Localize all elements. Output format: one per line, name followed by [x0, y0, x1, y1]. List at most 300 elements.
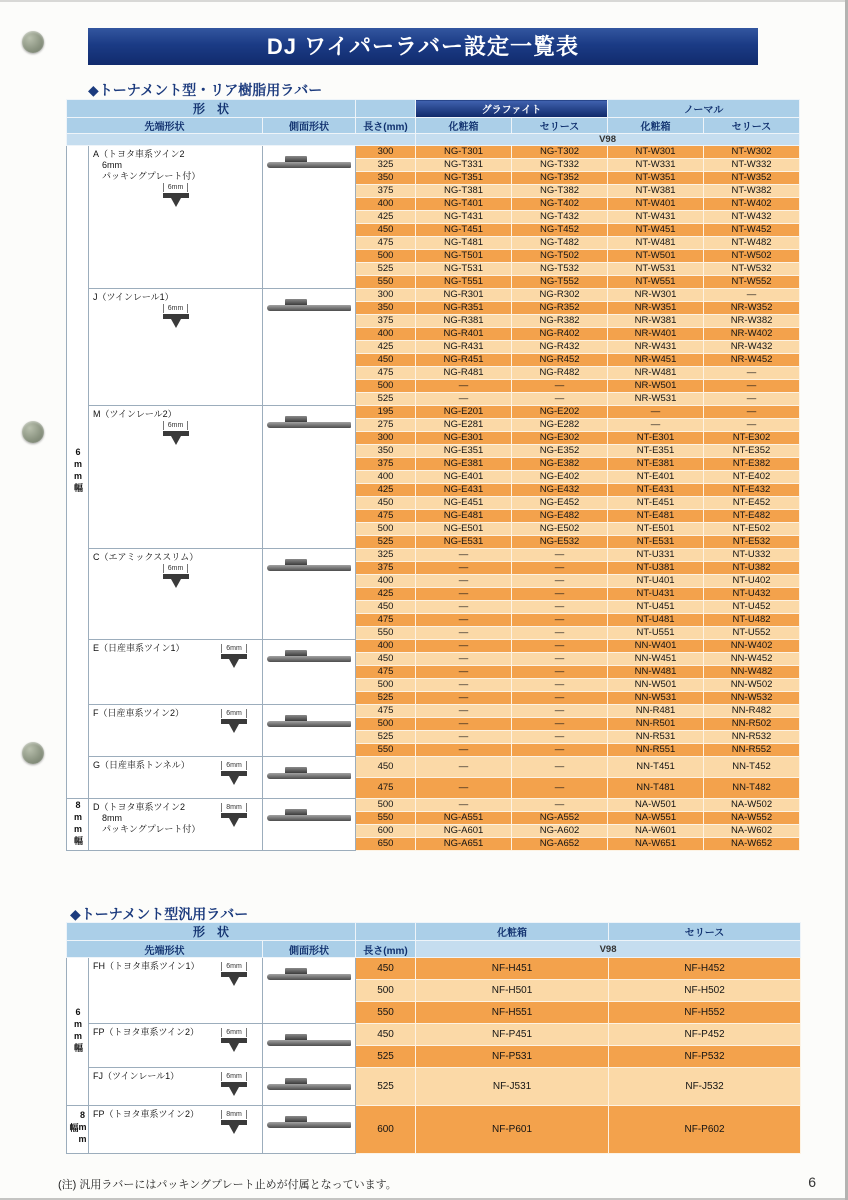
length-cell: 525 [356, 1046, 416, 1068]
tip-shape-label-line: パッキングプレート付） [93, 171, 201, 181]
part-number-cell: NG-R452 [512, 354, 608, 367]
part-number-cell: — [416, 744, 512, 757]
tip-cross-section-icon [221, 1038, 247, 1043]
side-shape-image [267, 766, 351, 781]
part-number-cell: — [704, 393, 800, 406]
part-number-cell: — [512, 393, 608, 406]
part-number-cell: — [608, 419, 704, 432]
tip-dimension-label: 6mm [221, 644, 247, 653]
length-cell: 550 [356, 627, 416, 640]
part-number-cell: NN-W482 [704, 666, 800, 679]
tip-cross-section-icon [221, 654, 247, 659]
graphite-header: グラファイト [416, 100, 608, 118]
tip-shape-label-line: 8mm [93, 813, 122, 823]
tip-shape-icon [212, 760, 256, 776]
part-number-cell: NF-P601 [416, 1106, 609, 1154]
part-number-cell: NF-H501 [416, 980, 609, 1002]
part-number-cell: NN-W401 [608, 640, 704, 653]
tip-shape-header: 先端形状 [67, 941, 263, 958]
side-shape-image [267, 714, 351, 729]
part-number-cell: — [512, 575, 608, 588]
length-cell: 425 [356, 484, 416, 497]
part-number-cell: NA-W552 [704, 812, 800, 825]
part-number-cell: NG-E282 [512, 419, 608, 432]
part-number-cell: NR-W531 [608, 393, 704, 406]
part-number-cell: — [416, 718, 512, 731]
tip-cross-section-icon [221, 771, 247, 776]
part-number-cell: NF-H552 [609, 1002, 801, 1024]
part-number-cell: NT-W501 [608, 250, 704, 263]
part-number-cell: — [416, 627, 512, 640]
length-cell: 400 [356, 198, 416, 211]
part-number-cell: NA-W502 [704, 799, 800, 812]
tip-shape-label-line: FP（トヨタ車系ツイン2） [93, 1109, 200, 1119]
part-number-cell: NT-W302 [704, 146, 800, 159]
part-number-cell: NG-E531 [416, 536, 512, 549]
tip-cross-section-icon [163, 431, 189, 436]
part-number-cell: NN-W481 [608, 666, 704, 679]
tip-shape-label-line: A（トヨタ車系ツイン2 [93, 149, 185, 159]
part-number-cell: — [416, 588, 512, 601]
length-cell: 450 [356, 653, 416, 666]
side-shape-cell [263, 640, 356, 705]
tip-dimension-label: 6mm [221, 709, 247, 718]
tip-shape-label [93, 708, 184, 719]
hole-punch-icon [22, 31, 44, 53]
tip-cross-section-icon [163, 314, 189, 319]
v98-spacer [67, 134, 416, 146]
part-number-cell: NT-U432 [704, 588, 800, 601]
part-number-cell: NT-E532 [704, 536, 800, 549]
tip-cross-section-icon [221, 972, 247, 977]
part-number-cell: NT-W402 [704, 198, 800, 211]
part-number-cell: — [416, 653, 512, 666]
part-number-cell: NR-W431 [608, 341, 704, 354]
side-shape-image [267, 649, 351, 664]
part-number-cell: — [512, 778, 608, 799]
tip-dimension-label: 6mm [163, 564, 189, 573]
part-number-cell: NN-R532 [704, 731, 800, 744]
part-number-cell: NT-E301 [608, 432, 704, 445]
part-number-cell: NT-U552 [704, 627, 800, 640]
tip-shape-label [93, 961, 200, 972]
part-number-cell: NT-E432 [704, 484, 800, 497]
side-shape-cell [263, 406, 356, 549]
side-shape-header: 側面形状 [263, 118, 356, 134]
tip-shape-label [93, 1027, 199, 1038]
side-shape-cell [263, 757, 356, 799]
tip-dimension-label: 8mm [221, 803, 247, 812]
part-number-cell: — [704, 419, 800, 432]
part-number-cell: NT-W382 [704, 185, 800, 198]
part-number-cell: NG-T401 [416, 198, 512, 211]
part-number-cell: NG-A551 [416, 812, 512, 825]
part-number-cell: NG-T532 [512, 263, 608, 276]
part-number-cell: NG-T302 [512, 146, 608, 159]
part-number-cell: NT-W532 [704, 263, 800, 276]
part-number-cell: NR-W481 [608, 367, 704, 380]
footnote: (注) 汎用ラバーにはパッキングプレート止めが付属となっています。 [58, 1179, 397, 1191]
tip-dimension-label: 6mm [163, 183, 189, 192]
length-cell: 475 [356, 237, 416, 250]
part-number-cell: NT-W531 [608, 263, 704, 276]
side-shape-image [267, 967, 351, 982]
length-cell: 450 [356, 1024, 416, 1046]
table-row [67, 289, 800, 302]
part-number-cell: NN-R482 [704, 705, 800, 718]
part-number-cell: NG-A652 [512, 838, 608, 851]
v98-label: V98 [416, 941, 801, 958]
part-number-cell: — [416, 679, 512, 692]
tip-shape-label-line: 6mm [93, 160, 122, 170]
part-number-cell: NN-R501 [608, 718, 704, 731]
part-number-cell: NN-R502 [704, 718, 800, 731]
part-number-cell: NG-T431 [416, 211, 512, 224]
part-number-cell: NR-W432 [704, 341, 800, 354]
length-cell: 300 [356, 289, 416, 302]
part-number-cell: NG-T552 [512, 276, 608, 289]
part-number-cell: NT-U451 [608, 601, 704, 614]
part-number-cell: NG-E432 [512, 484, 608, 497]
length-cell: 500 [356, 250, 416, 263]
part-number-cell: NT-E382 [704, 458, 800, 471]
side-shape-image [267, 1033, 351, 1048]
part-number-cell: — [512, 666, 608, 679]
part-number-cell: — [608, 406, 704, 419]
part-number-cell: — [704, 406, 800, 419]
part-number-cell: NT-U401 [608, 575, 704, 588]
tip-shape-header: 先端形状 [67, 118, 263, 134]
side-shape-image [267, 808, 351, 823]
table-row [67, 1106, 801, 1154]
part-number-cell: — [512, 705, 608, 718]
tip-dimension-label: 6mm [221, 962, 247, 971]
tip-shape-icon [212, 1109, 256, 1125]
part-number-cell: NT-U482 [704, 614, 800, 627]
length-cell: 425 [356, 588, 416, 601]
tip-shape-cell [89, 1068, 263, 1106]
part-number-cell: NT-E381 [608, 458, 704, 471]
part-number-cell: NF-H452 [609, 958, 801, 980]
graphite-box-header: 化粧箱 [416, 118, 512, 134]
tip-shape-cell [89, 958, 263, 1024]
tip-shape-label-line: E（日産車系ツイン1） [93, 643, 185, 653]
part-number-cell: — [512, 614, 608, 627]
table-row [67, 1068, 801, 1106]
part-number-cell: NT-W332 [704, 159, 800, 172]
tip-shape-label-line: M（ツインレール2） [93, 409, 177, 419]
tip-shape-label [93, 643, 185, 654]
length-cell: 325 [356, 549, 416, 562]
part-number-cell: — [416, 705, 512, 718]
part-number-cell: NN-R531 [608, 731, 704, 744]
part-number-cell: NN-T481 [608, 778, 704, 799]
part-number-cell: NG-A602 [512, 825, 608, 838]
normal-series-header: セリース [704, 118, 800, 134]
table-row [67, 1024, 801, 1046]
width-band-label: 6mm幅 [73, 1006, 83, 1054]
part-number-cell: — [512, 744, 608, 757]
tip-cross-section-icon [163, 574, 189, 579]
hole-punch-icon [22, 742, 44, 764]
part-number-cell: NG-T382 [512, 185, 608, 198]
table-header-row [67, 100, 800, 118]
part-number-cell: — [512, 562, 608, 575]
part-number-cell: NT-W481 [608, 237, 704, 250]
part-number-cell: NG-T451 [416, 224, 512, 237]
length-cell: 350 [356, 445, 416, 458]
part-number-cell: NG-E502 [512, 523, 608, 536]
part-number-cell: NG-R481 [416, 367, 512, 380]
part-number-cell: — [704, 289, 800, 302]
tip-shape-label-line: FP（トヨタ車系ツイン2） [93, 1027, 200, 1037]
part-number-cell: — [512, 640, 608, 653]
part-number-cell: — [512, 653, 608, 666]
tip-shape-label-line: J（ツインレール1） [93, 292, 174, 302]
tip-cross-section-icon [221, 813, 247, 818]
hole-punch-icon [22, 421, 44, 443]
part-number-cell: NT-W432 [704, 211, 800, 224]
part-number-cell: NT-W352 [704, 172, 800, 185]
part-number-cell: NT-W431 [608, 211, 704, 224]
tip-shape-label [93, 1071, 179, 1082]
side-shape-cell [263, 1106, 356, 1154]
part-number-cell: NG-T481 [416, 237, 512, 250]
part-number-cell: NG-R351 [416, 302, 512, 315]
part-number-cell: NT-E302 [704, 432, 800, 445]
part-number-cell: NT-E401 [608, 471, 704, 484]
part-number-cell: NA-W551 [608, 812, 704, 825]
part-number-cell: — [416, 731, 512, 744]
length-cell: 450 [356, 757, 416, 778]
width-band-cell [67, 1106, 89, 1154]
part-number-cell: NT-U481 [608, 614, 704, 627]
length-cell: 450 [356, 224, 416, 237]
part-number-cell: NR-W451 [608, 354, 704, 367]
tip-shape-label [93, 149, 200, 182]
length-header: 長さ(mm) [356, 941, 416, 958]
part-number-cell: — [512, 601, 608, 614]
tip-shape-cell [89, 799, 263, 851]
side-shape-cell [263, 799, 356, 851]
section2-title: ◆トーナメント型汎用ラバー [70, 906, 249, 922]
part-number-cell: NF-J531 [416, 1068, 609, 1106]
length-cell: 375 [356, 458, 416, 471]
part-number-cell: NF-P451 [416, 1024, 609, 1046]
part-number-cell: NG-T551 [416, 276, 512, 289]
tip-shape-cell [89, 640, 263, 705]
width-band-label: 8mm幅 [68, 1110, 88, 1146]
length-cell: 525 [356, 1068, 416, 1106]
part-number-cell: — [512, 679, 608, 692]
tip-shape-label-line: D（トヨタ車系ツイン2 [93, 802, 186, 812]
tip-shape-icon [154, 563, 198, 579]
table-row [67, 958, 801, 980]
part-number-cell: NN-W502 [704, 679, 800, 692]
part-number-cell: — [512, 731, 608, 744]
part-number-cell: NT-E501 [608, 523, 704, 536]
part-number-cell: NT-W452 [704, 224, 800, 237]
part-number-cell: NG-R301 [416, 289, 512, 302]
tip-shape-cell [89, 757, 263, 799]
side-shape-cell [263, 958, 356, 1024]
part-number-cell: NT-U382 [704, 562, 800, 575]
part-number-cell: — [416, 614, 512, 627]
table-subheader-row [67, 941, 801, 958]
part-number-cell: NG-R431 [416, 341, 512, 354]
side-shape-image [267, 415, 351, 430]
tip-shape-label [93, 409, 177, 420]
length-cell: 475 [356, 367, 416, 380]
part-number-cell: NG-E482 [512, 510, 608, 523]
length-cell: 500 [356, 718, 416, 731]
part-number-cell: NG-E351 [416, 445, 512, 458]
part-number-cell: NN-W531 [608, 692, 704, 705]
side-shape-image [267, 155, 351, 170]
length-cell: 350 [356, 302, 416, 315]
length-cell: 375 [356, 315, 416, 328]
v98-row [67, 134, 800, 146]
part-number-cell: NG-T352 [512, 172, 608, 185]
part-number-cell: NG-T351 [416, 172, 512, 185]
part-number-cell: — [416, 757, 512, 778]
part-number-cell: — [416, 380, 512, 393]
part-number-cell: NF-H551 [416, 1002, 609, 1024]
part-number-cell: NT-W301 [608, 146, 704, 159]
table-row [67, 705, 800, 718]
tip-shape-icon [154, 182, 198, 198]
length-cell: 300 [356, 146, 416, 159]
length-cell: 400 [356, 640, 416, 653]
tip-shape-cell [89, 549, 263, 640]
normal-box-header: 化粧箱 [608, 118, 704, 134]
length-cell: 375 [356, 185, 416, 198]
v98-label: V98 [416, 134, 800, 146]
series-header: セリース [609, 923, 801, 941]
part-number-cell: — [416, 393, 512, 406]
part-number-cell: NR-W352 [704, 302, 800, 315]
length-header-spacer [356, 923, 416, 941]
side-shape-cell [263, 705, 356, 757]
graphite-series-header: セリース [512, 118, 608, 134]
side-shape-cell [263, 549, 356, 640]
part-number-cell: NT-E351 [608, 445, 704, 458]
part-number-cell: NG-E382 [512, 458, 608, 471]
side-shape-image [267, 558, 351, 573]
length-cell: 550 [356, 276, 416, 289]
part-number-cell: NT-W351 [608, 172, 704, 185]
length-cell: 475 [356, 614, 416, 627]
table-row [67, 640, 800, 653]
length-cell: 400 [356, 471, 416, 484]
length-cell: 450 [356, 601, 416, 614]
part-number-cell: NT-W551 [608, 276, 704, 289]
length-cell: 500 [356, 799, 416, 812]
part-number-cell: NT-E431 [608, 484, 704, 497]
side-shape-cell [263, 146, 356, 289]
tip-dimension-label: 6mm [221, 1028, 247, 1037]
tip-shape-icon [212, 643, 256, 659]
part-number-cell: NF-H502 [609, 980, 801, 1002]
tip-shape-label [93, 292, 174, 303]
tip-shape-cell [89, 289, 263, 406]
part-number-cell: NF-J532 [609, 1068, 801, 1106]
part-number-cell: NG-R432 [512, 341, 608, 354]
part-number-cell: NG-E302 [512, 432, 608, 445]
part-number-cell: NG-T301 [416, 146, 512, 159]
part-number-cell: NF-P452 [609, 1024, 801, 1046]
tip-shape-icon [212, 1027, 256, 1043]
part-number-cell: NT-U452 [704, 601, 800, 614]
tip-shape-label-line: G（日産車系トンネル） [93, 760, 190, 770]
tip-shape-label-line: パッキングプレート付） [93, 824, 201, 834]
tip-cross-section-icon [221, 1120, 247, 1125]
part-number-cell: NT-E502 [704, 523, 800, 536]
part-number-cell: NG-T482 [512, 237, 608, 250]
length-header: 長さ(mm) [356, 118, 416, 134]
part-number-cell: NG-A601 [416, 825, 512, 838]
part-number-cell: NT-W331 [608, 159, 704, 172]
part-number-cell: NT-U331 [608, 549, 704, 562]
length-cell: 600 [356, 825, 416, 838]
length-cell: 550 [356, 744, 416, 757]
part-number-cell: NG-E201 [416, 406, 512, 419]
part-number-cell: NT-W401 [608, 198, 704, 211]
part-number-cell: NA-W501 [608, 799, 704, 812]
part-number-cell: NG-E352 [512, 445, 608, 458]
length-cell: 525 [356, 692, 416, 705]
part-number-cell: — [416, 601, 512, 614]
table-row [67, 549, 800, 562]
length-cell: 475 [356, 705, 416, 718]
length-cell: 275 [356, 419, 416, 432]
part-number-cell: NR-W382 [704, 315, 800, 328]
length-cell: 525 [356, 263, 416, 276]
width-band-cell [67, 146, 89, 799]
part-number-cell: — [512, 757, 608, 778]
part-number-cell: NG-T332 [512, 159, 608, 172]
part-number-cell: — [512, 799, 608, 812]
tip-shape-label-line: FH（トヨタ車系ツイン1） [93, 961, 200, 971]
tip-shape-icon [212, 961, 256, 977]
length-cell: 425 [356, 341, 416, 354]
part-number-cell: — [416, 575, 512, 588]
part-number-cell: NR-W381 [608, 315, 704, 328]
rear-resin-rubber-table [66, 99, 800, 851]
part-number-cell: NG-R352 [512, 302, 608, 315]
length-cell: 550 [356, 812, 416, 825]
part-number-cell: NT-W552 [704, 276, 800, 289]
length-cell: 375 [356, 562, 416, 575]
tip-cross-section-icon [163, 193, 189, 198]
part-number-cell: NG-T452 [512, 224, 608, 237]
part-number-cell: NN-T482 [704, 778, 800, 799]
part-number-cell: — [512, 692, 608, 705]
part-number-cell: NT-E531 [608, 536, 704, 549]
side-shape-image [267, 1077, 351, 1092]
part-number-cell: NT-E402 [704, 471, 800, 484]
part-number-cell: NT-U431 [608, 588, 704, 601]
part-number-cell: — [416, 799, 512, 812]
part-number-cell: NA-W652 [704, 838, 800, 851]
part-number-cell: NG-A651 [416, 838, 512, 851]
tip-shape-label-line: FJ（ツインレール1） [93, 1071, 180, 1081]
table-header-row [67, 923, 801, 941]
length-cell: 425 [356, 211, 416, 224]
part-number-cell: — [416, 640, 512, 653]
part-number-cell: NN-W451 [608, 653, 704, 666]
part-number-cell: NA-W602 [704, 825, 800, 838]
